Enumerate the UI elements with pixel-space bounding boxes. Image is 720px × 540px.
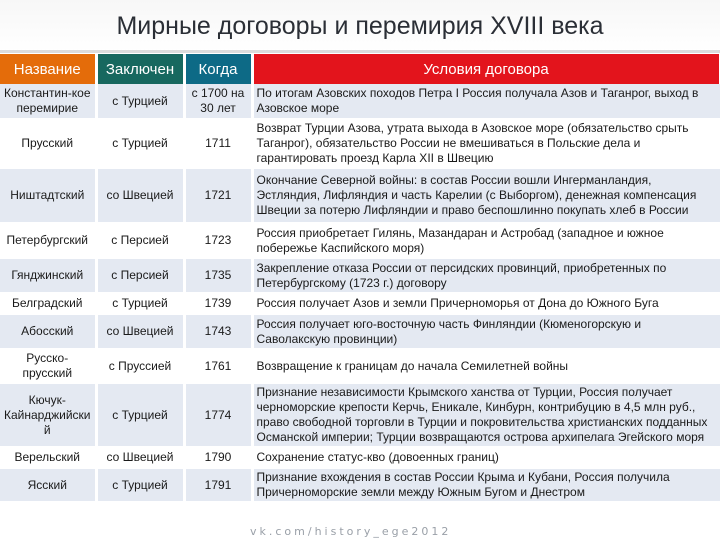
treaties-table bbox=[0, 54, 720, 503]
concluded-with-cell: с Персией bbox=[96, 223, 184, 258]
conditions-cell: Россия приобретает Гилянь, Мазандаран и Астробад (западное и южное побережье Каспийского моря) bbox=[252, 223, 720, 258]
conditions-cell: Признание вхождения в состав России Крыма и Кубани, Россия получила Причерноморские земли между Южным Бугом и Днестром bbox=[252, 468, 720, 502]
treaty-name-cell: Ништадтский bbox=[0, 168, 96, 223]
date-cell: 1791 bbox=[184, 468, 252, 502]
conditions-cell: Россия получает Азов и земли Причерноморья от Дона до Южного Буга bbox=[252, 293, 720, 314]
concluded-with-cell: с Турцией bbox=[96, 383, 184, 447]
column-header-date: Когда bbox=[184, 54, 252, 84]
concluded-with-cell: со Швецией bbox=[96, 168, 184, 223]
treaty-name-cell: Прусский bbox=[0, 119, 96, 168]
date-cell: 1711 bbox=[184, 119, 252, 168]
treaty-name-cell: Верельский bbox=[0, 447, 96, 468]
date-cell: 1735 bbox=[184, 258, 252, 293]
table-row bbox=[0, 293, 720, 314]
table-row bbox=[0, 119, 720, 168]
table-row bbox=[0, 383, 720, 447]
table-row bbox=[0, 349, 720, 383]
table-header-row bbox=[0, 54, 720, 84]
conditions-cell: Окончание Северной войны: в состав России вошли Ингерманландия, Эстляндия, Лифляндия и часть Карелии (с Выборгом), денежная компенсация Швеции за потерю Лифляндии и право беспошлинно покупать хлеб в России bbox=[252, 168, 720, 223]
table-row bbox=[0, 468, 720, 502]
treaty-name-cell: Ясский bbox=[0, 468, 96, 502]
date-cell: 1739 bbox=[184, 293, 252, 314]
table-row bbox=[0, 223, 720, 258]
treaty-name-cell: Белградский bbox=[0, 293, 96, 314]
slide-title-text: Мирные договоры и перемирия XVIII века bbox=[116, 11, 604, 40]
conditions-cell: Россия получает юго-восточную часть Финляндии (Кюменогорскую и Саволакскую провинции) bbox=[252, 314, 720, 349]
concluded-with-cell: с Турцией bbox=[96, 84, 184, 119]
column-header-conditions: Условия договора bbox=[252, 54, 720, 84]
concluded-with-cell: со Швецией bbox=[96, 447, 184, 468]
date-cell: 1743 bbox=[184, 314, 252, 349]
watermark-footer: vk.com/history_ege2012 bbox=[250, 525, 452, 538]
conditions-cell: Возврат Турции Азова, утрата выхода в Азовское море (обязательство срыть Таганрог), обязательство России не вмешиваться в Польские дела и гарантировать проезд Карла XII в Швецию bbox=[252, 119, 720, 168]
date-cell: 1761 bbox=[184, 349, 252, 383]
date-cell: с 1700 на 30 лет bbox=[184, 84, 252, 119]
conditions-cell: По итогам Азовских походов Петра I Россия получала Азов и Таганрог, выход в Азовское море bbox=[252, 84, 720, 119]
treaty-name-cell: Петербургский bbox=[0, 223, 96, 258]
treaty-name-cell: Русско-прусский bbox=[0, 349, 96, 383]
treaty-name-cell: Константин-кое перемирие bbox=[0, 84, 96, 119]
conditions-cell: Возвращение к границам до начала Семилетней войны bbox=[252, 349, 720, 383]
table-row bbox=[0, 314, 720, 349]
date-cell: 1723 bbox=[184, 223, 252, 258]
concluded-with-cell: с Пруссией bbox=[96, 349, 184, 383]
conditions-cell: Признание независимости Крымского ханства от Турции, Россия получает черноморские крепости Керчь, Еникале, Кинбурн, контрибуцию в 4,5 млн руб., право свободной торговли в Турции и покровительства христианских подданных Османской империи; Турции возвращаются острова архипелага Эгейского моря bbox=[252, 383, 720, 447]
treaty-name-cell: Гянджинский bbox=[0, 258, 96, 293]
conditions-cell: Закрепление отказа России от персидских провинций, приобретенных по Петербургскому (1723 г.) договору bbox=[252, 258, 720, 293]
concluded-with-cell: с Турцией bbox=[96, 293, 184, 314]
conditions-cell: Сохранение статус-кво (довоенных границ) bbox=[252, 447, 720, 468]
treaty-name-cell: Абосский bbox=[0, 314, 96, 349]
slide-title bbox=[0, 0, 720, 53]
column-header-concluded-with: Заключен bbox=[96, 54, 184, 84]
concluded-with-cell: с Персией bbox=[96, 258, 184, 293]
title-divider bbox=[0, 50, 720, 53]
table-row bbox=[0, 258, 720, 293]
date-cell: 1721 bbox=[184, 168, 252, 223]
concluded-with-cell: со Швецией bbox=[96, 314, 184, 349]
column-header-name: Название bbox=[0, 54, 96, 84]
concluded-with-cell: с Турцией bbox=[96, 468, 184, 502]
date-cell: 1774 bbox=[184, 383, 252, 447]
concluded-with-cell: с Турцией bbox=[96, 119, 184, 168]
date-cell: 1790 bbox=[184, 447, 252, 468]
table-row bbox=[0, 168, 720, 223]
table-row bbox=[0, 447, 720, 468]
treaty-name-cell: Кючук-Кайнарджийски й bbox=[0, 383, 96, 447]
table-row bbox=[0, 84, 720, 119]
